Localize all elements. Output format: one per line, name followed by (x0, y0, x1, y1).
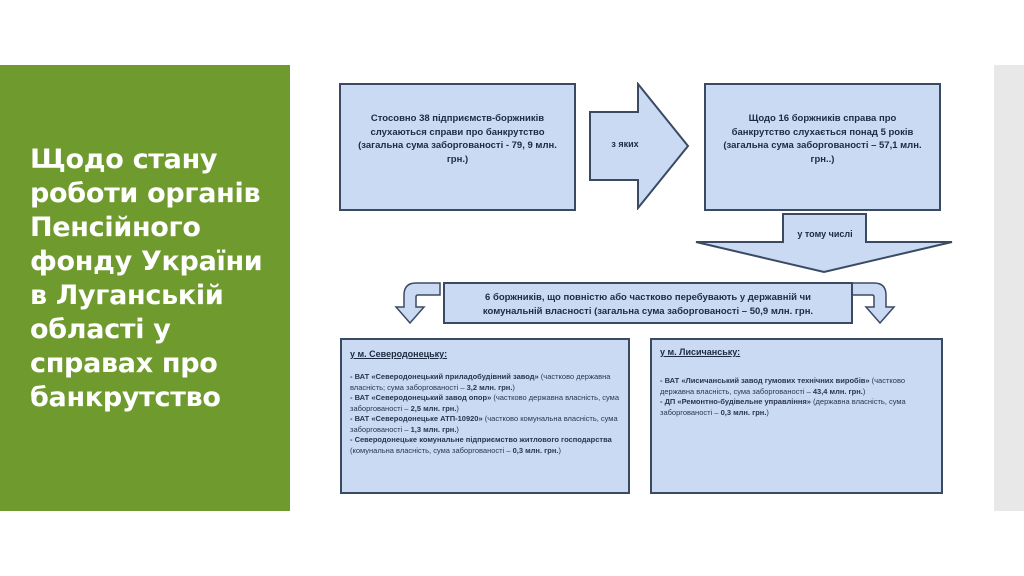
box-38-debtors (339, 83, 576, 211)
arrow-label-including: у тому числі (797, 229, 853, 239)
box-38-debtors-text: Стосовно 38 підприємств-боржників слухаються справи про банкрутство (загальна сума заборгованості - 79, 9 млн. грн.) (358, 113, 557, 165)
right-strip (994, 65, 1024, 511)
down-arrow-shape (694, 212, 954, 274)
box-lysychansk (650, 338, 943, 494)
list-item: - ВАТ «Лисичанський завод гумових технічних виробів» (частково державна власність, сума заборгованості – 43,4 млн. грн.) (660, 376, 906, 396)
list-item: - Северодонецьке комунальне підприємство житлового господарства (комунальна власність, сума заборгованості – 0,3 млн. грн.) (350, 435, 612, 455)
down-arrow-polygon (696, 214, 952, 272)
box-severodonetsk (340, 338, 630, 494)
list-item: - ВАТ «Северодонецьке АТП-10920» (частково комунальна власність, сума заборгованості – 1,3 млн. грн.) (350, 414, 618, 434)
list-item: - ВАТ «Северодонецький завод опор» (частково державна власність, сума заборгованості – 2,5 млн. грн.) (350, 393, 619, 413)
list-item: - ДП «Ремонтно-будівельне управління» (державна власність, сума заборгованості – 0,3 млн. грн.) (660, 397, 906, 417)
box-6-debtors (443, 282, 853, 324)
curved-arrow-left-icon (394, 281, 442, 325)
slide-title: Щодо стану роботи органів Пенсійного фонду України в Луганській області у справах про банкрутство (30, 144, 263, 413)
severodonetsk-title: у м. Северодонецьку: (350, 349, 448, 359)
arrow-label-of-which: з яких (611, 139, 639, 149)
lysychansk-title: у м. Лисичанську: (660, 347, 741, 357)
box-6-debtors-text: 6 боржників, що повністю або частково перебувають у державній чи комунальній власності (загальна сума заборгованості – 50,9 млн. грн. (482, 292, 814, 317)
list-item: - ВАТ «Северодонецький приладобудівний завод» (частково державна власність; сума заборгованості – 3,2 млн. грн.) (350, 372, 611, 392)
curved-arrow-right-icon (848, 281, 896, 325)
box-16-debtors (704, 83, 941, 211)
box-16-debtors-text: Щодо 16 боржників справа про банкрутство слухається понад 5 років (загальна сума заборгованості – 57,1 млн. грн..) (723, 113, 922, 165)
